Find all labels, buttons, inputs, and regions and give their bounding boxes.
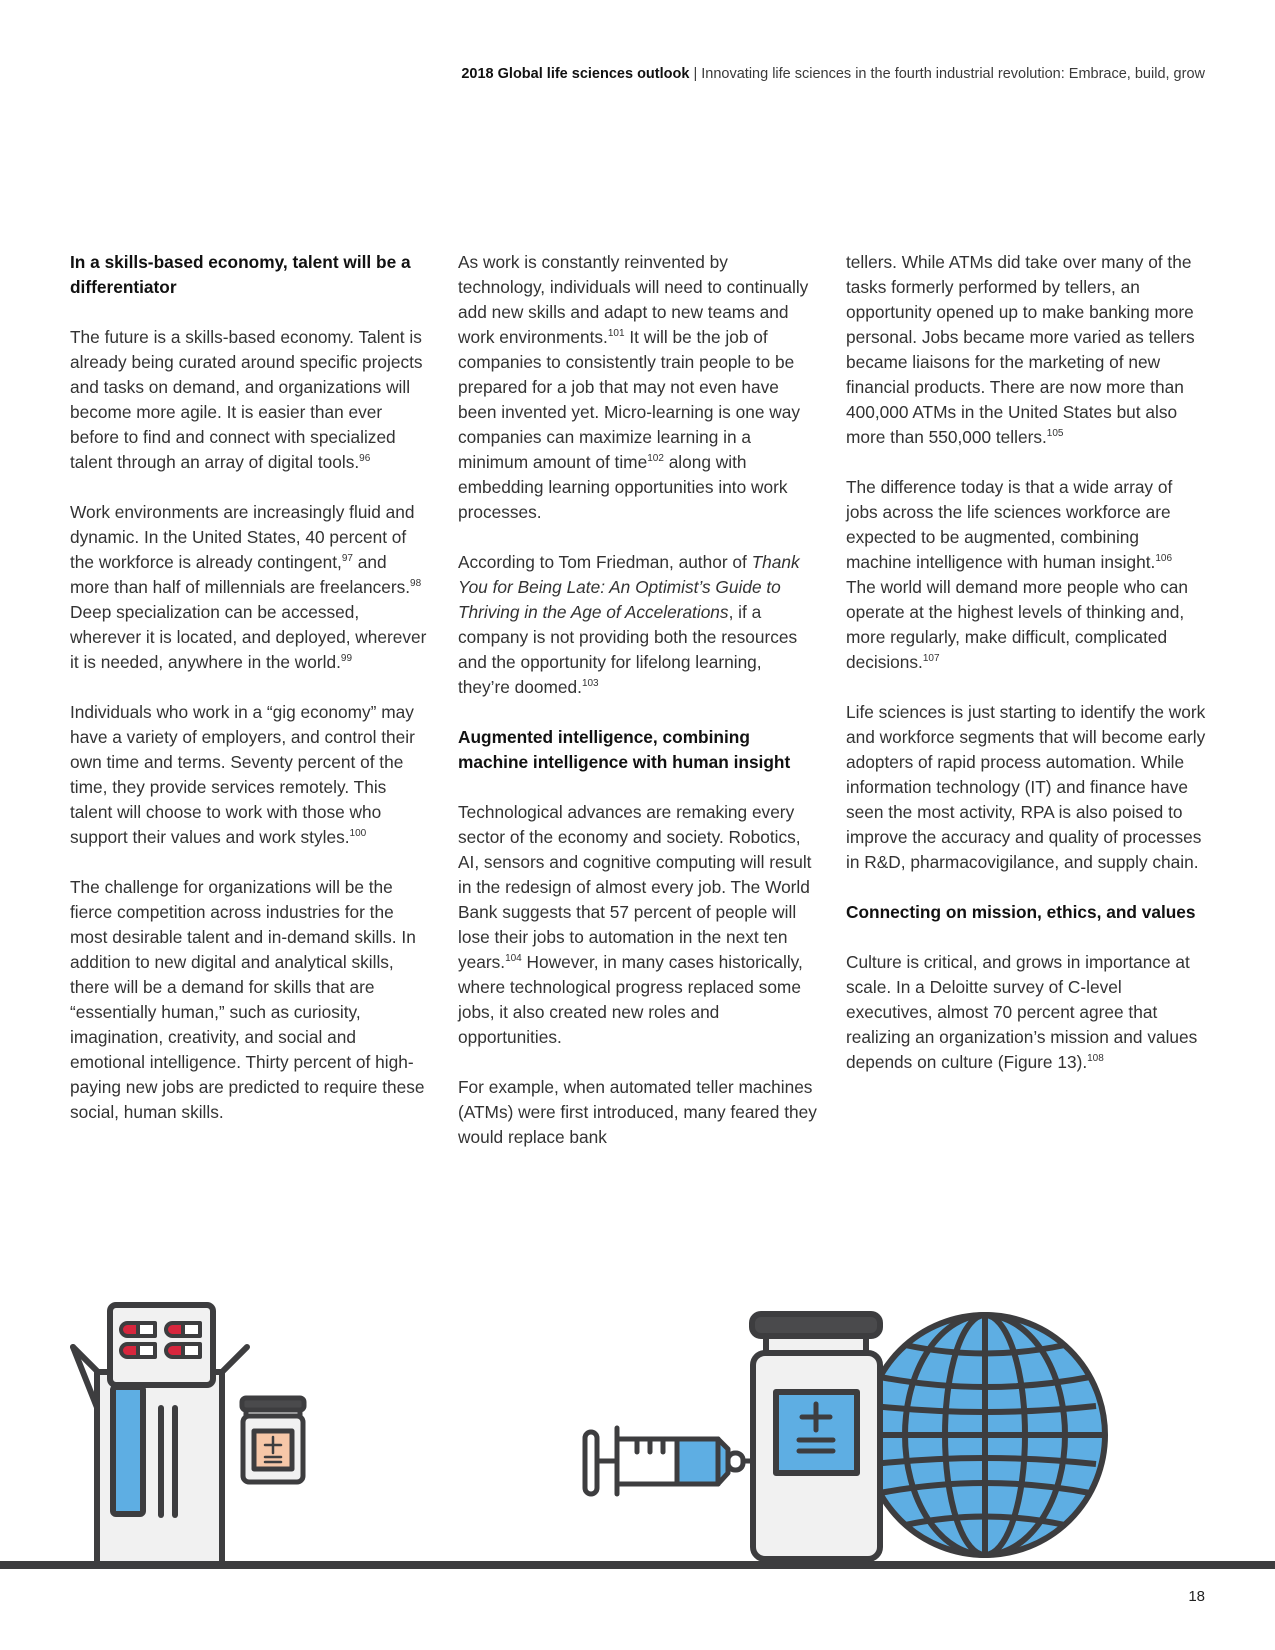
report-subtitle: Innovating life sciences in the fourth industrial revolution: Embrace, build, grow [701, 66, 1205, 82]
page-number: 18 [1188, 1588, 1205, 1605]
footnote-ref: 96 [359, 453, 371, 465]
footnote-ref: 98 [410, 578, 422, 590]
pill-box-icon [73, 1305, 247, 1564]
footnote-ref: 107 [922, 653, 940, 665]
paragraph: According to Tom Friedman, author of Thank You for Being Late: An Optimist’s Guide to Thriving in the Age of Accelerations, if a company is not providing both the resources and the opportunity for lifelong learning, they’re doomed.$^{103}$ [458, 552, 800, 697]
paragraph: Individuals who work in a “gig economy” may have a variety of employers, and control their own time and terms. Seventy percent of the time, they provide services remotely. This talent will choose to work with those who support their values and work styles.$^{100}$ [70, 702, 415, 847]
footnote-ref: 104 [505, 953, 522, 965]
paragraph: Work environments are increasingly fluid and dynamic. In the United States, 40 percent of the workforce is already contingent,$^{97}$ and more than half of millennials are freelancers.$^{98}$ Deep specialization can be accessed, wherever it is located, and deployed, wherever it is needed, anywhere in the world.$^{99}$ [70, 502, 427, 672]
paragraph: For example, when automated teller machines (ATMs) were first introduced, many feared they would replace bank [458, 1077, 817, 1147]
paragraph: tellers. While ATMs did take over many of the tasks formerly performed by tellers, an opportunity opened up to make banking more personal. Jobs became more varied as tellers became liaisons for the marketing of new financial products. There are now more than 400,000 ATMs in the United States but also more than 550,000 tellers.$^{105}$ [846, 252, 1195, 447]
paragraph: The future is a skills-based economy. Talent is already being curated around specific projects and tasks on demand, and organizations will become more agile. It is easier than ever before to find and connect with specialized talent through an array of digital tools.$^{96}$ [70, 327, 423, 472]
paragraph: Technological advances are remaking every sector of the economy and society. Robotics, AI, sensors and cognitive computing will result in the redesign of almost every job. The World Bank suggests that 57 percent of people will lose their jobs to automation in the next ten years.$^{104}$ However, in many cases historically, where technological progress replaced some jobs, it also created new roles and opportunities. [458, 802, 812, 1047]
paragraph: Life sciences is just starting to identify the work and workforce segments that will become early adopters of rapid process automation. While information technology (IT) and finance have seen the most activity, RPA is also poised to improve the accuracy and quality of processes in R&D, pharmacovigilance, and supply chain. [846, 702, 1206, 872]
small-medicine-jar-icon [242, 1398, 304, 1482]
footnote-ref: 100 [349, 828, 367, 840]
paragraph: The difference today is that a wide array of jobs across the life sciences workforce are expected to be augmented, combining machine intelligence with human insight.$^{106}$ The world will demand more people who can operate at the highest levels of thinking and, more regularly, make difficult, complicated decisions.$^{107}$ [846, 477, 1188, 672]
footnote-ref: 103 [581, 678, 599, 690]
footnote-ref: 99 [340, 653, 353, 665]
section-heading-augmented: Augmented intelligence, combining machine intelligence with human insight [458, 727, 791, 772]
paragraph: The challenge for organizations will be the fierce competition across industries for the most desirable talent and in-demand skills. In addition to new digital and analytical skills, there will be a demand for skills that are “essentially human,” such as curiosity, imagination, creativity, and social and emotional intelligence. Thirty percent of high-paying new jobs are predicted to require these social, human skills. [70, 877, 425, 1122]
footnote-ref: 105 [1046, 428, 1064, 440]
section-heading-mission: Connecting on mission, ethics, and values [846, 902, 1196, 922]
column-2 [458, 250, 818, 1175]
medicine-jar-icon [752, 1314, 880, 1559]
report-title: 2018 Global life sciences outlook [461, 66, 690, 82]
globe-icon [865, 1315, 1105, 1555]
book-title: Thank You for Being Late: An Optimist’s Guide to Thriving in the Age of Accelerations [458, 552, 800, 622]
healthcare-illustration [0, 1300, 1275, 1580]
paragraph: As work is constantly reinvented by technology, individuals will need to continually add new skills and adapt to new teams and work environments.$^{101}$ It will be the job of companies to consistently train people to be prepared for a job that may not even have been invented yet. Micro-learning is one way companies can maximize learning in a minimum amount of time$^{102}$ along with embedding learning opportunities into work processes. [458, 252, 809, 522]
footnote-ref: 106 [1155, 553, 1173, 565]
running-header [461, 66, 1205, 82]
footnote-ref: 102 [647, 453, 664, 465]
paragraph: Culture is critical, and grows in importance at scale. In a Deloitte survey of C-level executives, almost 70 percent agree that realizing an organization’s mission and values depends on culture (Figure 13).$^{108}$ [846, 952, 1198, 1072]
header-separator: | [689, 66, 702, 82]
footnote-ref: 101 [607, 328, 625, 340]
column-1 [70, 250, 430, 1150]
syringe-icon [585, 1428, 770, 1494]
column-3 [846, 250, 1206, 1100]
footnote-ref: 97 [341, 553, 353, 565]
section-heading-talent: In a skills-based economy, talent will be a differentiator [70, 252, 411, 297]
footnote-ref: 108 [1087, 1053, 1104, 1065]
